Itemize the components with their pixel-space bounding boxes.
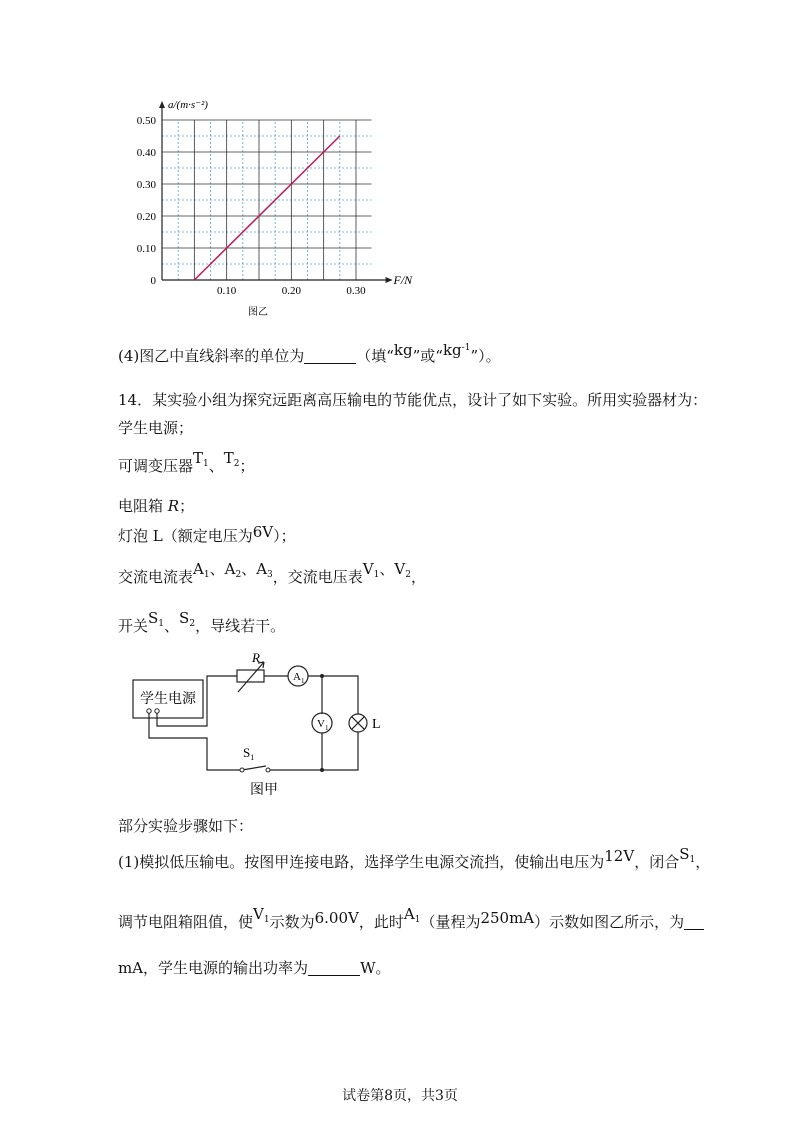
q13-answer-blank[interactable] [304,349,356,364]
q13-prefix: (4)图乙中直线斜率的单位为 [118,347,305,365]
x-tick-label: 0.10 [217,285,237,297]
q14-item-meters: 交流电流表$A_1$、$A_2$、$A_3$，交流电压表$V_1$、$V_2$， [118,560,426,586]
x-tick-label: 0.30 [346,285,366,297]
step1-current-blank[interactable] [684,915,704,930]
page-footer: 试卷第8页，共3页 [342,1088,458,1104]
switch-contact [240,768,244,772]
q14-item-switches: 开关$S_1$、$S_2$，导线若干。 [118,609,286,635]
voltmeters-label: ，交流电压表 [272,568,363,586]
q13-option-kg-inv: kg [442,341,462,359]
y-tick-label: 0.20 [136,211,156,223]
y-tick-label: 0.50 [136,115,156,127]
x-axis-arrow [386,277,393,283]
step1-voltage: 12V [604,847,635,865]
circuit-diagram [130,650,400,800]
step1-text-unit2: W。 [360,959,391,977]
t2-symbol: T [223,449,234,467]
step1-range: 250mA [480,909,535,927]
transformer-label: 可调变压器 [118,457,194,475]
switch-contact-2 [266,768,270,772]
data-line [194,136,340,280]
x-axis-label: F/N [393,273,413,287]
t1-sub: 1 [203,459,209,469]
q13-fill-open: （填“ [356,347,394,365]
resistor-box-symbol [237,670,264,682]
switches-end: ，导线若干。 [195,617,286,635]
step1-text-e: 示数为 [269,913,315,931]
q14-intro: 14．某实验小组为探究远距离高压输电的节能优点，设计了如下实验。所用实验器材为： [118,391,708,409]
resistor-end: ； [179,497,195,515]
q14-item-resistor [118,496,194,516]
step1-line2: 调节电阻箱阻值，使$V_1$示数为6.00V，此时$A_1$（量程为250mA）示数如图乙所示，为 [118,912,704,938]
lamp-label: L [372,717,381,732]
graph-series [194,136,340,280]
y-axis-label: a/(m·s⁻²) [168,99,208,111]
step1-text-f: ，此时 [358,913,404,931]
y-tick-label: 0.40 [136,147,156,159]
q13-fill-close: ”）。 [470,347,501,365]
q13-option-kg: kg [393,341,413,359]
ammeter-label: $A_1$ [293,671,305,685]
y-axis-arrow [159,101,165,108]
lamp-label: 灯泡 L（额定电压为 [118,527,253,545]
resistor-label: R [252,650,260,665]
step1-text-g: （量程为 [420,913,481,931]
q14-item-power-source: 学生电源； [118,419,194,437]
q14-item-lamp [118,523,296,546]
step1-line3 [118,958,390,978]
meters-end: ， [410,568,426,586]
resistor-box-label: 电阻箱 [118,497,168,515]
graph-tick-labels [137,115,366,297]
step1-line1: (1)模拟低压输电。按图甲连接电路，选择学生电源交流挡，使输出电压为12V，闭合$S_1$， [118,845,711,871]
q13-part4 [118,341,501,366]
q13-option-exp: -1 [461,343,471,353]
steps-title: 部分实验步骤如下： [118,817,254,835]
q13-fill-mid: ”或“ [412,347,443,365]
ammeters-label: 交流电流表 [118,568,194,586]
step1-text-c: ， [695,853,711,871]
step1-text-b: ，闭合 [634,853,680,871]
step1-text-h: ）示数如图乙所示，为 [534,913,685,931]
t2-sub: 2 [233,459,240,469]
step1-power-blank[interactable] [308,961,360,976]
voltmeter-label: $V_1$ [317,718,329,732]
circuit-caption: 图甲 [250,783,278,798]
q14-item-transformer [118,449,255,482]
y-tick-label: 0.10 [136,243,156,255]
switches-label: 开关 [118,617,149,635]
y-tick-label: 0.30 [136,179,156,191]
resistor-symbol: R [167,497,180,515]
transformer-end: ； [239,457,255,475]
x-tick-label: 0.20 [281,285,301,297]
switch-label: $S_1$ [243,745,255,762]
lamp-voltage: 6V [252,523,274,541]
t-separator: 、 [208,457,224,475]
step1-voltmeter-reading: 6.00V [314,909,359,927]
step1-text-d: 调节电阻箱阻值，使 [118,913,254,931]
y-tick-label: 0 [150,275,156,287]
step1-text-unit1: mA，学生电源的输出功率为 [118,959,309,977]
lamp-end: ）； [273,527,296,545]
a-vs-f-graph [110,95,413,325]
step1-text-a: (1)模拟低压输电。按图甲连接电路，选择学生电源交流挡，使输出电压为 [118,853,605,871]
t1-symbol: T [193,449,204,467]
graph-grid [162,120,372,280]
source-label: 学生电源 [140,692,196,707]
graph-caption: 图乙 [248,307,268,318]
